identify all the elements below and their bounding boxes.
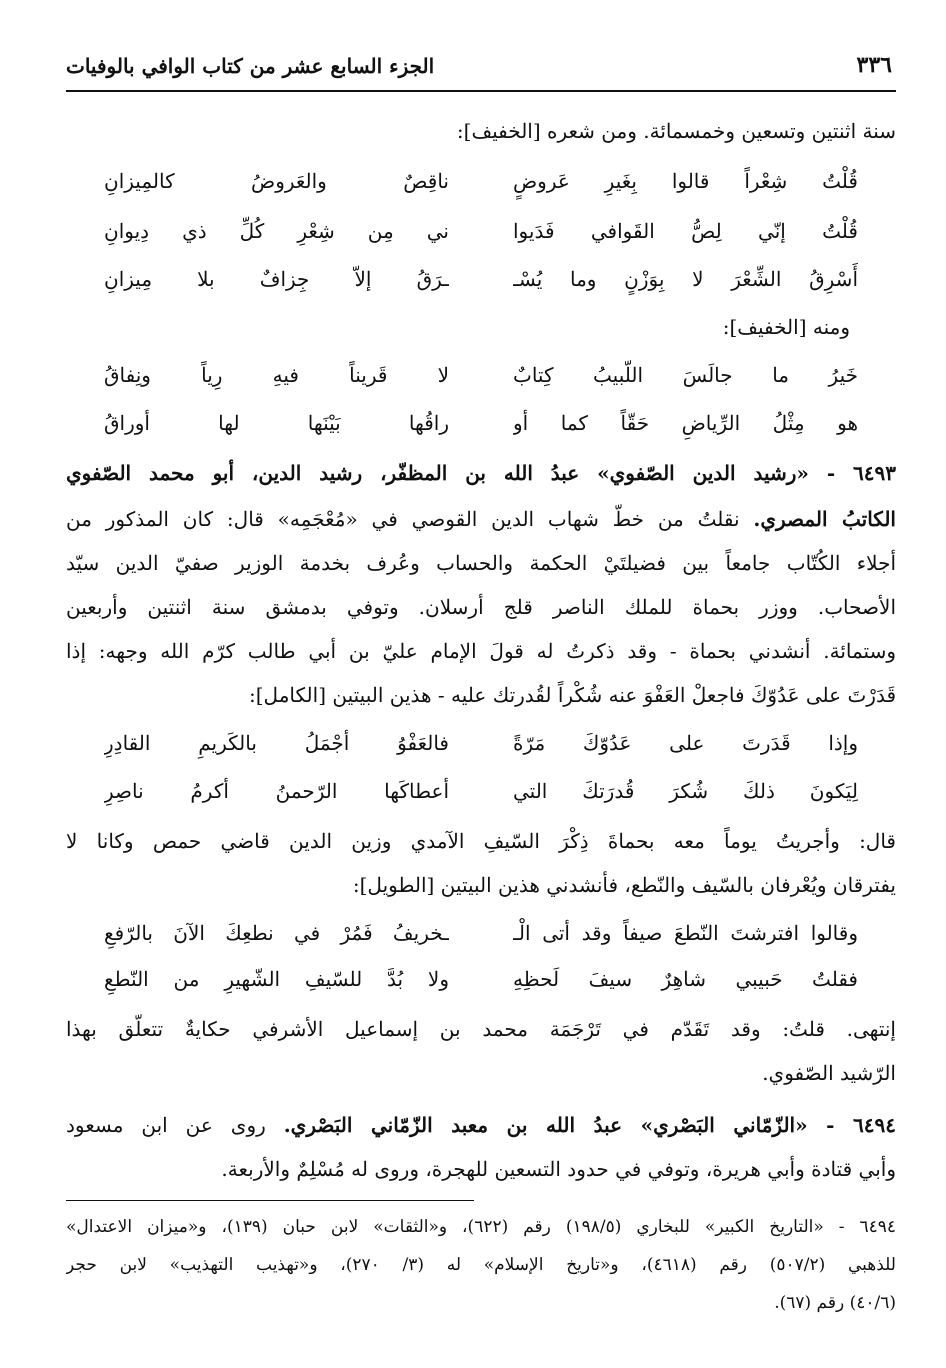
entry-6494-heading: ٦٤٩٤ - «الزّمّاني البَصْري» عبدُ الله بن معبد الزّمّاني البَصْري. [283,1113,896,1137]
entry-6493-heading: ٦٤٩٣ - «رشيد الدين الصّفوي» عبدُ الله بن المظفّر، رشيد الدين، أبو محمد الصّفوي [66,461,896,485]
entry-6493-line-6: قَدَرْتَ على عَدُوّكَ فاجعلْ العَفْوَ عنه شُكْراً لقُدرتك عليه - هذين البيتين [الكامل]: [249,683,896,707]
entry-6493-line-5: وستمائة. أنشدني بحماة - وقد ذكرتُ له قولَ الإمام عليّ بن أبي طالب كرّم الله وجهه: إذا [66,639,896,663]
entry-6493-line-7: قال: وأجريتُ يوماً معه بحماةَ ذِكْرَ السّيفِ الآمدي وزين الدين قاضي حمص وكانا لا [66,829,896,853]
hemistich-1: فقلتُ حَبيبي شاهِرٌ سيفَ لَحظِهِ [513,967,858,991]
hemistich-2: ـخريفُ فَمُرْ في نطعِكَ الآنَ بالرّفعِ [104,921,449,945]
poem2-verse-2 [104,402,858,444]
entry-6494-line-1: ٦٤٩٤ - «الزّمّاني البَصْري» عبدُ الله بن معبد الزّمّاني البَصْري. روى عن ابن مسعود [66,1113,896,1137]
intro2-line: ومنه [الخفيف]: [722,315,850,339]
hemistich-2: أعطاكَها الرّحمنُ أكرمُ ناصِرِ [104,779,449,803]
entry-6494-line-2: وأبي قتادة وأبي هريرة، وتوفي في حدود التسعين للهجرة، وروى له مُسْلِمٌ والأربعة. [221,1157,896,1181]
hemistich-2: ولا بُدَّ للسّيفِ الشّهيرِ من النّطعِ [104,967,449,991]
hemistich-1: وقالوا افترشتَ النّطعَ صيفاً وقد أتى الْـ [513,921,858,945]
hemistich-2: فالعَفْوُ أجْمَلُ بالكَريمِ القادِرِ [104,731,449,755]
book-page [66,44,896,1344]
running-title: الجزء السابع عشر من كتاب الوافي بالوفيات [66,54,435,78]
footnote-separator [66,1200,474,1201]
page-number: ٣٣٦ [856,52,892,78]
poem4-verse-1 [104,912,858,954]
hemistich-1: خَيرُ ما جالَسَ اللّبيبُ كِتابٌ [513,363,858,387]
footnote-line-3: (٤٠/٦) رقم (٦٧). [774,1293,896,1313]
entry-6493-line-2: الكاتبُ المصري. نقلتُ من خطّ شهاب الدين القوصي في «مُعْجَمِه» قال: كان المذكور من [66,507,896,531]
footnote-line-2: للذهبي (٥٠٧/٢) رقم (٤٦١٨)، و«تاريخ الإسلام» له (٣/ ٢٧٠)، و«تهذيب التهذيب» لابن حجر [66,1255,896,1275]
hemistich-2: ناقِصٌ والعَروضُ كالمِيزانِ [104,169,449,193]
hemistich-1: لِيَكونَ ذلكَ شُكرَ قُدرَتكَ التي [513,779,858,803]
footnote-line-1: ٦٤٩٤ - «التاريخ الكبير» للبخاري (١٩٨/٥) رقم (٦٢٢)، و«الثقات» لابن حبان (١٣٩)، و«ميزان الاعتدال» [66,1217,896,1237]
entry-6493-line-4: الأصحاب. ووزر بحماة للملك الناصر قلج أرسلان. وتوفي بدمشق سنة اثنتين وأربعين [66,595,896,619]
poem1-verse-2 [104,210,858,252]
page-header [66,44,896,92]
entry-6493-line-10: الرّشيد الصّفوي. [762,1061,896,1085]
poem3-verse-1 [104,722,858,764]
intro-line: سنة اثنتين وتسعين وخمسمائة. ومن شعره [الخفيف]: [456,119,896,143]
entry-6493-line-8: يفترقان ويُعْرفان بالسّيف والنّطع، فأنشدني هذين البيتين [الطويل]: [352,873,896,897]
hemistich-2: لا قَريناً فيهِ رِياً ونِفاقُ [104,363,449,387]
poem1-verse-3 [104,258,858,300]
entry-6493-line-9: إنتهى. قلتُ: وقد تَقَدّم في تَرْجَمَة محمد بن إسماعيل الأشرفي حكايةٌ تتعلّق بهذا [66,1017,896,1041]
hemistich-2: راقُها بَيْنَها لها أوراقُ [104,411,449,435]
hemistich-1: قُلْتُ إنّي لِصُّ القَوافي فَدَيوا [513,219,858,243]
entry-6493-name-tail: الكاتبُ المصري. [753,507,896,531]
hemistich-1: أَسْرِقُ الشِّعْرَ لا بِوَزْنٍ وما يُسْـ [513,267,858,291]
hemistich-1: هو مِثْلُ الرِّياضِ حَقّاً كما أو [513,411,858,435]
hemistich-1: قُلْتُ شِعْراً قالوا بِغَيرِ عَروضٍ [513,169,858,193]
poem4-verse-2 [104,958,858,1000]
poem1-verse-1 [104,160,858,202]
hemistich-2: ـرَقُ إلاّ جِزافٌ بلا مِيزانِ [104,267,449,291]
poem2-verse-1 [104,354,858,396]
poem3-verse-2 [104,770,858,812]
entry-6493-line-3: أجلاء الكُتّاب جامعاً بين فضيلتَيْ الحكمة والحساب وعُرف بخدمة الوزير صفيّ الدين سيّد [66,551,896,575]
hemistich-2: ني مِن شِعْرِ كُلِّ ذي دِيوانِ [104,219,449,243]
hemistich-1: وإذا قَدَرتَ على عَدُوّكَ مَرّةً [513,731,858,755]
